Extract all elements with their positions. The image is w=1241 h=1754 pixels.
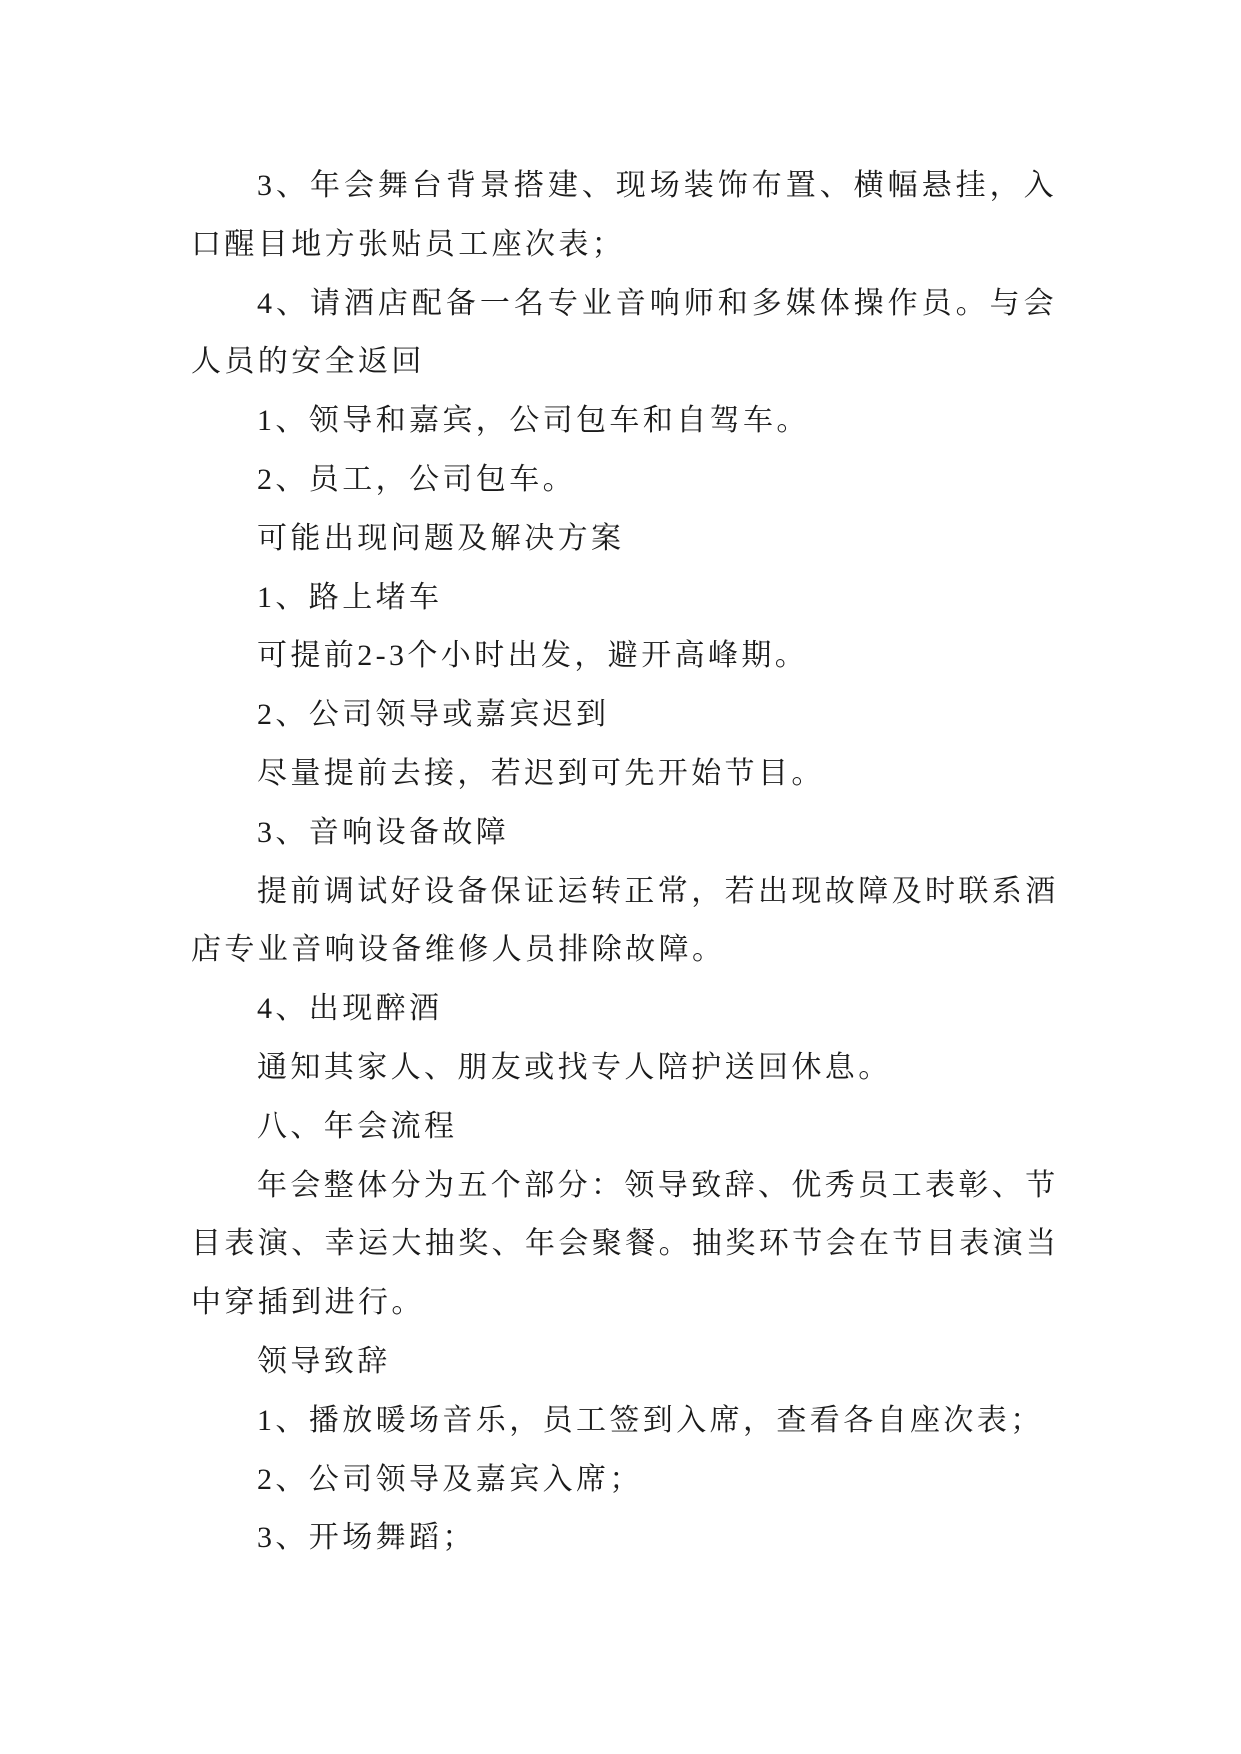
paragraph-line: 店专业音响设备维修人员排除故障。 xyxy=(191,933,726,967)
paragraph-line: 4、出现醉酒 xyxy=(257,992,443,1026)
paragraph-line: 4、请酒店配备一名专业音响师和多媒体操作员。与会 xyxy=(257,286,1057,320)
section-heading: 可能出现问题及解决方案 xyxy=(257,521,625,555)
paragraph-line: 人员的安全返回 xyxy=(191,345,425,379)
document-body xyxy=(191,157,1061,1568)
paragraph-line: 2、员工，公司包车。 xyxy=(257,462,576,496)
paragraph-line: 2、公司领导或嘉宾迟到 xyxy=(257,698,610,732)
paragraph-line: 口醒目地方张贴员工座次表； xyxy=(191,227,626,261)
paragraph-line: 通知其家人、朋友或找专人陪护送回休息。 xyxy=(257,1050,892,1084)
paragraph-line: 可提前2-3个小时出发，避开高峰期。 xyxy=(257,639,809,673)
paragraph-line: 1、领导和嘉宾，公司包车和自驾车。 xyxy=(257,404,810,438)
paragraph-line: 年会整体分为五个部分：领导致辞、优秀员工表彰、节 xyxy=(257,1168,1059,1202)
paragraph-line: 3、开场舞蹈； xyxy=(257,1521,476,1555)
paragraph-line: 1、路上堵车 xyxy=(257,580,443,614)
paragraph-line: 1、播放暖场音乐，员工签到入席，查看各自座次表； xyxy=(257,1403,1044,1437)
paragraph-line: 3、年会舞台背景搭建、现场装饰布置、横幅悬挂，入 xyxy=(257,169,1057,202)
paragraph-line: 2、公司领导及嘉宾入席； xyxy=(257,1462,643,1496)
paragraph-line: 3、音响设备故障 xyxy=(257,815,510,849)
paragraph-line: 尽量提前去接，若迟到可先开始节目。 xyxy=(257,756,825,790)
paragraph-line: 提前调试好设备保证运转正常，若出现故障及时联系酒 xyxy=(257,874,1059,908)
section-heading: 八、年会流程 xyxy=(257,1109,458,1143)
section-heading: 领导致辞 xyxy=(257,1344,391,1378)
paragraph-line: 中穿插到进行。 xyxy=(191,1286,425,1320)
paragraph-line: 目表演、幸运大抽奖、年会聚餐。抽奖环节会在节目表演当 xyxy=(191,1227,1060,1261)
